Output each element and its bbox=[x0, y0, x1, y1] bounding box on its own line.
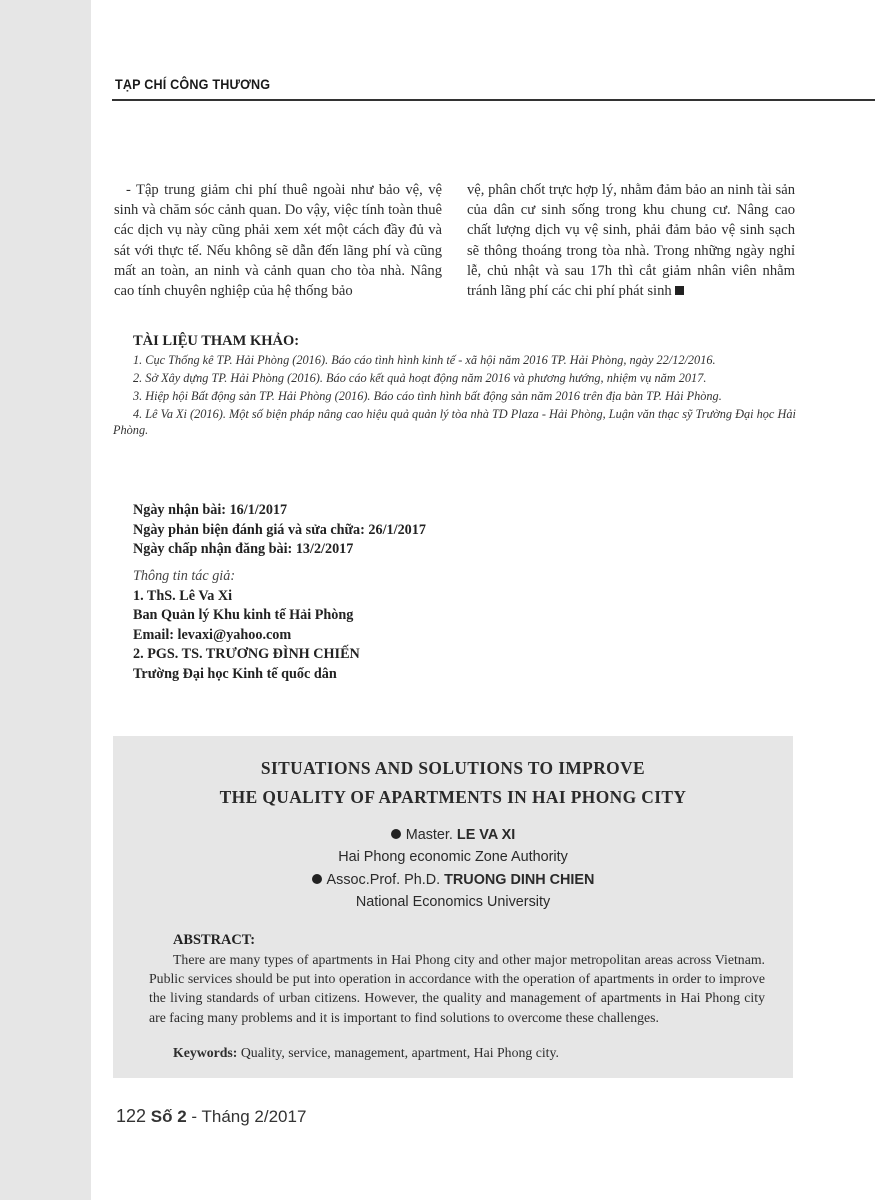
english-abstract-box bbox=[113, 736, 793, 1078]
author1-email: Email: levaxi@yahoo.com bbox=[133, 626, 292, 643]
english-title-line1: SITUATIONS AND SOLUTIONS TO IMPROVE bbox=[260, 758, 646, 778]
english-title-line2: THE QUALITY OF APARTMENTS IN HAI PHONG CITY bbox=[219, 787, 687, 807]
english-author2-affiliation: National Economics University bbox=[355, 894, 551, 910]
bullet-icon bbox=[391, 829, 401, 839]
english-author2 bbox=[113, 872, 793, 888]
reference-item: 2. Sở Xây dựng TP. Hải Phòng (2016). Báo cáo kết quả hoạt động năm 2016 và phương hướng, nhiệm vụ năm 2017. bbox=[133, 371, 707, 385]
keywords-label: Keywords: bbox=[173, 1045, 238, 1060]
author2-title: Assoc.Prof. Ph.D. bbox=[326, 872, 441, 888]
reference-item: 1. Cục Thống kê TP. Hải Phòng (2016). Báo cáo tình hình kinh tế - xã hội năm 2016 TP. Hải Phòng, ngày 22/12/2016. bbox=[133, 353, 716, 367]
issue-number: Số 2 bbox=[150, 1107, 187, 1126]
author2-name: 2. PGS. TS. TRƯƠNG ĐÌNH CHIẾN bbox=[133, 646, 360, 662]
reference-item: 4. Lê Va Xi (2016). Một số biện pháp nâng cao hiệu quả quản lý tòa nhà TD Plaza - Hải Phòng, Luận văn thạc sỹ Trường Đại học Hải Phòng. bbox=[113, 407, 796, 437]
end-of-article-icon bbox=[675, 286, 684, 295]
page-margin bbox=[0, 0, 91, 1200]
abstract-label: ABSTRACT: bbox=[173, 932, 256, 948]
author1-name-en: LE VA XI bbox=[456, 827, 516, 843]
date-accepted: Ngày chấp nhận đăng bài: 13/2/2017 bbox=[133, 541, 354, 557]
body-column-right bbox=[467, 180, 795, 301]
body-paragraph-right bbox=[467, 180, 795, 301]
date-reviewed: Ngày phản biện đánh giá và sửa chữa: 26/1/2017 bbox=[133, 521, 426, 538]
body-column-left bbox=[114, 180, 442, 301]
page-footer bbox=[116, 1106, 306, 1127]
author2-name-en: TRUONG DINH CHIEN bbox=[444, 872, 595, 888]
journal-header: TẠP CHÍ CÔNG THƯƠNG bbox=[115, 76, 271, 92]
bullet-icon bbox=[312, 874, 322, 884]
author2-affiliation: Trường Đại học Kinh tế quốc dân bbox=[133, 665, 337, 682]
issue-date: - Tháng 2/2017 bbox=[191, 1107, 307, 1126]
keywords-text: Quality, service, management, apartment, Hai Phong city. bbox=[240, 1045, 559, 1060]
english-author1 bbox=[113, 827, 793, 843]
body-paragraph-right-text: vệ, phân chốt trực hợp lý, nhằm đảm bảo an ninh tài sản của dân cư sinh sống trong khu chung cư. Nâng cao chất lượng dịch vụ vệ sinh, phải đảm bảo vệ sinh sạch sẽ thông thoáng trong tòa nhà. Trong những ngày nghỉ lễ, chủ nhật và sau 17h thì cắt giảm nhân viên nhằm tránh lãng phí các chi phí phát sinh bbox=[467, 182, 795, 300]
author-info-label: Thông tin tác giả: bbox=[133, 568, 236, 584]
body-paragraph-left: - Tập trung giảm chi phí thuê ngoài như bảo vệ, vệ sinh và chăm sóc cảnh quan. Do vậy, việc tính toàn thuê các dịch vụ này cũng phải xem xét một cách đầy đủ và sát với thực tế. Nếu không sẽ dẫn đến lãng phí và cũng mất an toàn, an ninh và cảnh quan cho tòa nhà. Nâng cao tính chuyên nghiệp của hệ thống bảo bbox=[114, 182, 442, 300]
references-section bbox=[113, 333, 796, 440]
author-info bbox=[133, 567, 360, 684]
keywords bbox=[173, 1045, 559, 1061]
page-number: 122 bbox=[116, 1106, 147, 1126]
article-dates bbox=[133, 501, 426, 560]
references-title: TÀI LIỆU THAM KHẢO: bbox=[133, 333, 300, 349]
author1-title: Master. bbox=[405, 827, 453, 843]
header-rule bbox=[112, 99, 875, 101]
author1-affiliation: Ban Quản lý Khu kinh tế Hải Phòng bbox=[133, 607, 354, 623]
date-received: Ngày nhận bài: 16/1/2017 bbox=[133, 502, 288, 518]
abstract-paragraph: There are many types of apartments in Hai Phong city and other major metropolitan areas across Vietnam. Public services should be put into operation in accordance with the operation of apartments in order to improve the living standards of urban citizens. However, the quality and management of apartments in Hai Phong city are facing many problems and it is important to find solutions to overcome these challenges. bbox=[149, 952, 765, 1025]
abstract-text bbox=[149, 950, 765, 1027]
english-author1-affiliation: Hai Phong economic Zone Authority bbox=[338, 849, 568, 865]
author1-name: 1. ThS. Lê Va Xi bbox=[133, 587, 233, 604]
reference-item: 3. Hiệp hội Bất động sản TP. Hải Phòng (2016). Báo cáo tình hình bất động sản năm 2016 trên địa bàn TP. Hải Phòng. bbox=[133, 389, 722, 403]
